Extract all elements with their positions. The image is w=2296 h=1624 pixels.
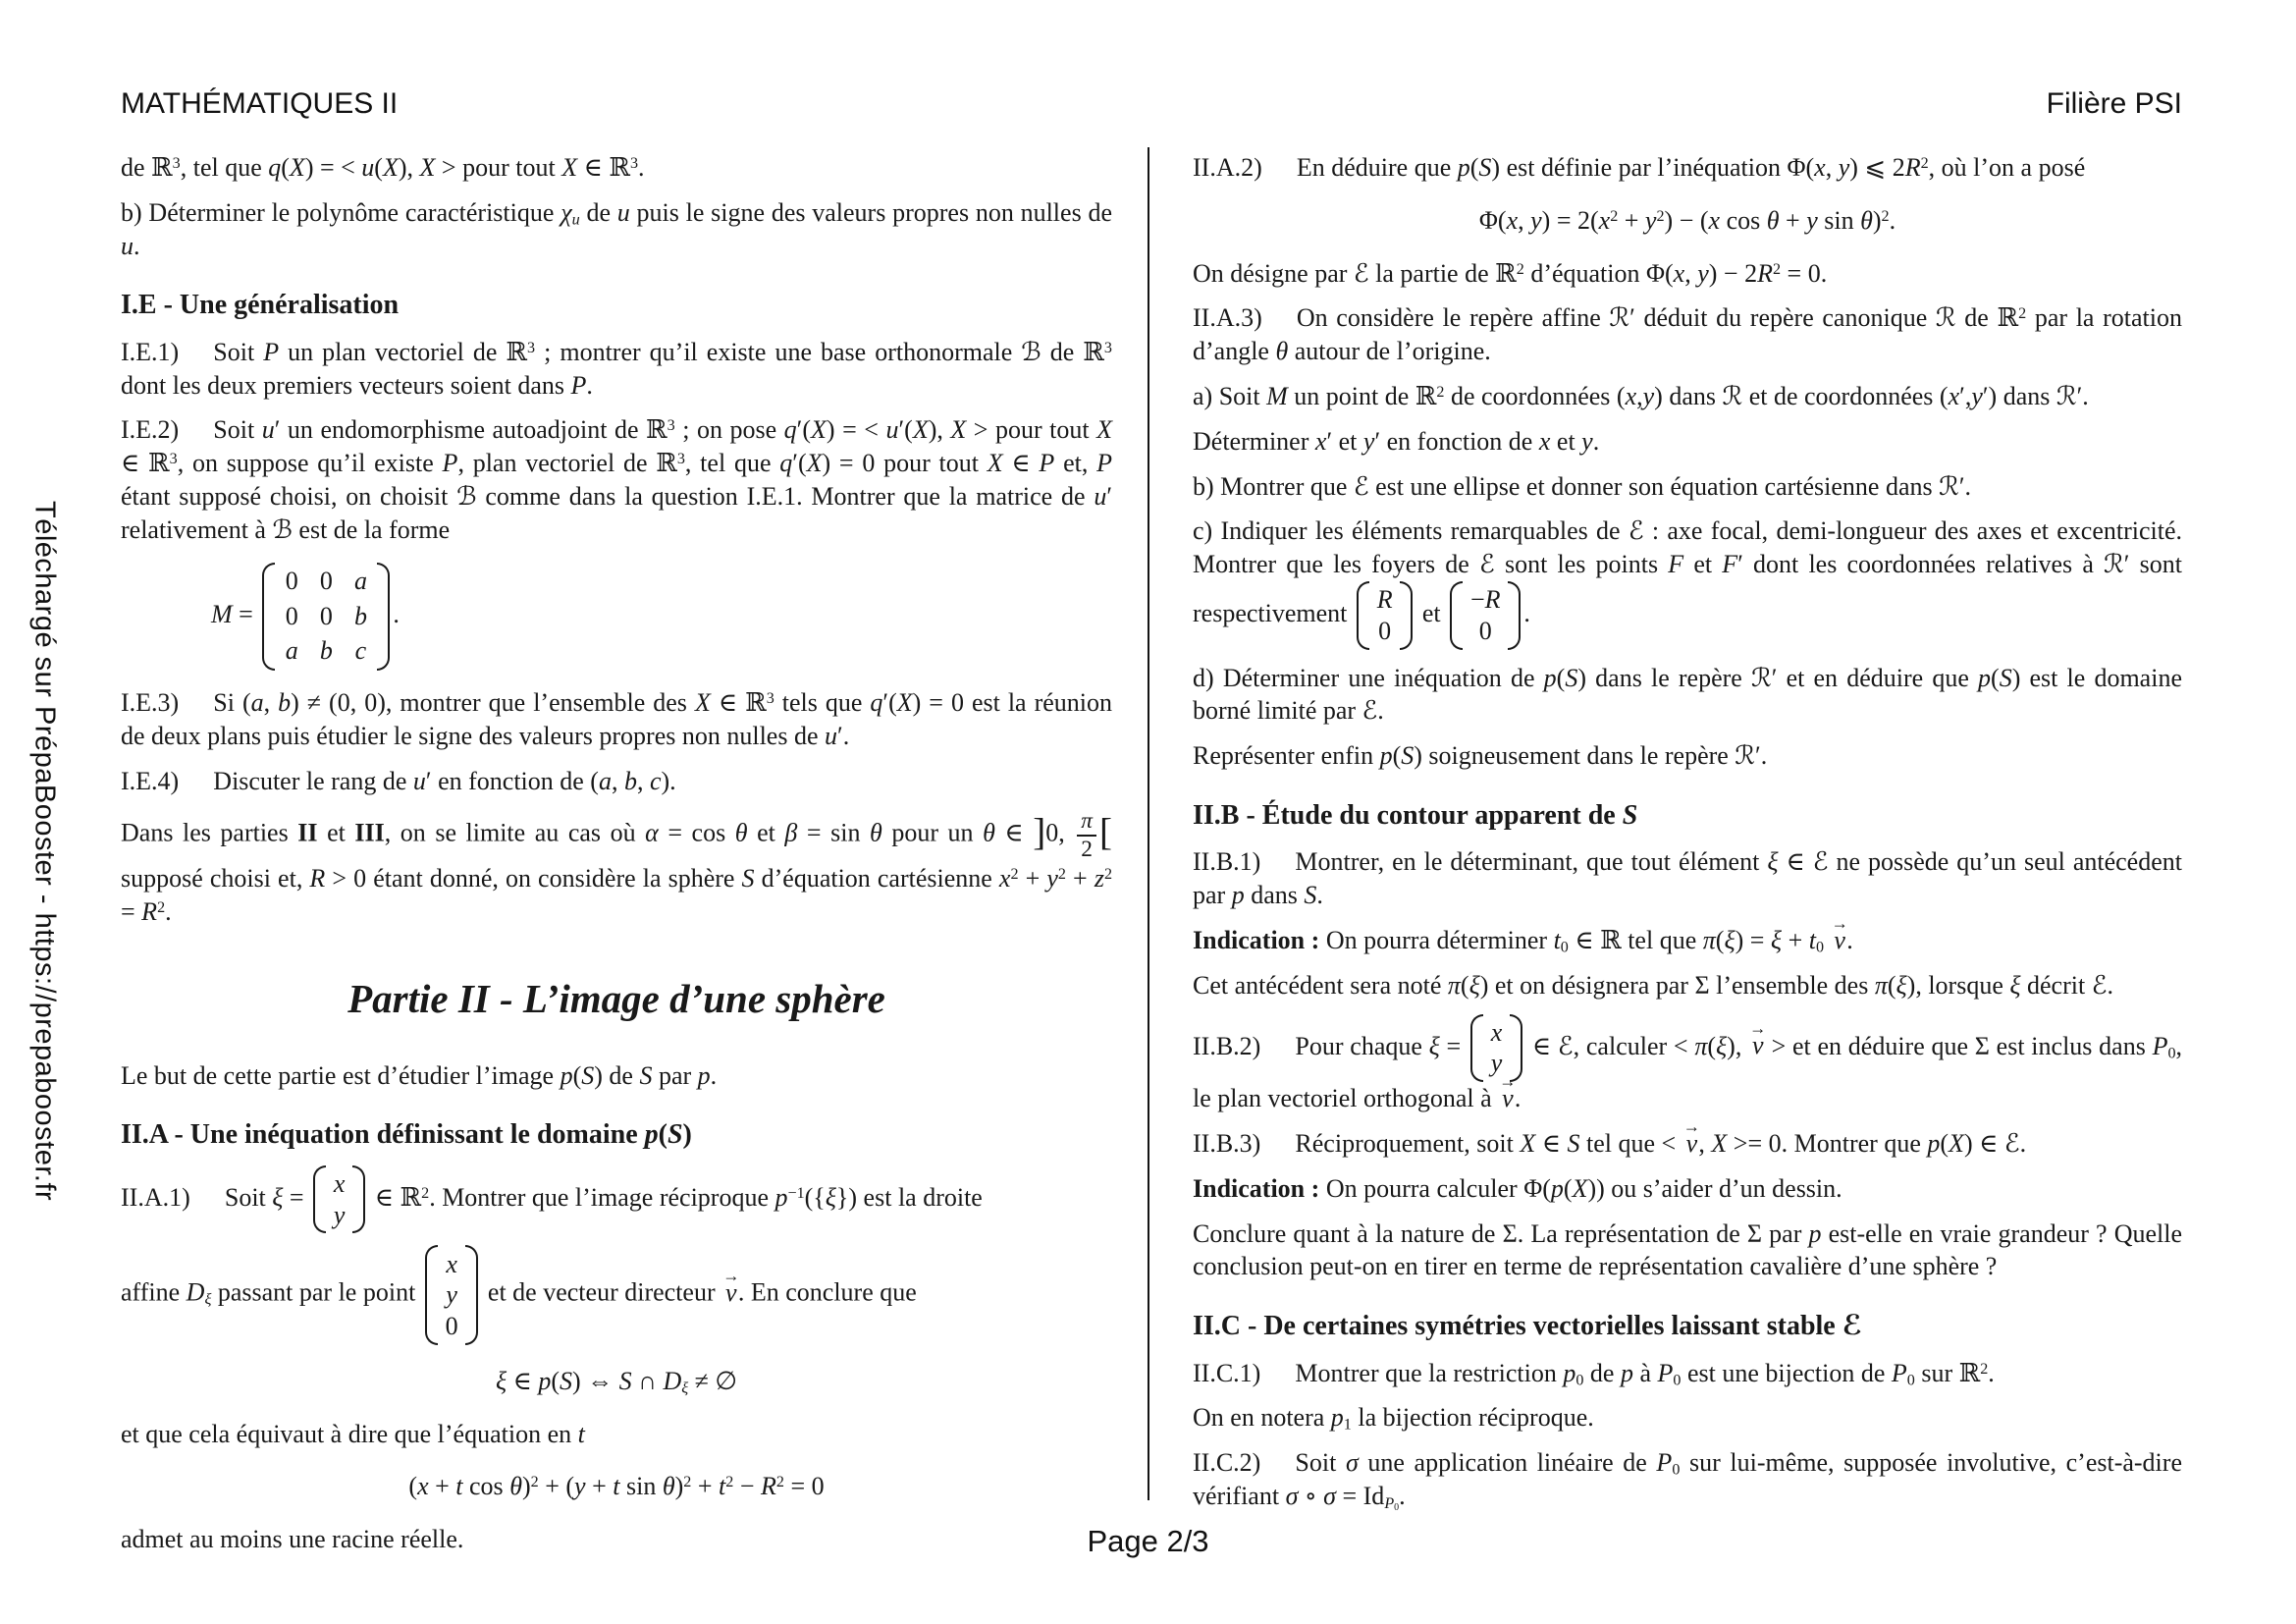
question-iia3: II.A.3) On considère le repère affine ℛ′ déduit du repère canonique ℛ de ℝ$^2$ par la rotation d’angle θ autour de l’origine. (1193, 303, 2182, 366)
question-iic1: II.C.1) Montrer que la restriction $p_0$ de p à $P_0$ est une bijection de $P_0$ sur ℝ$^2$. (1193, 1358, 1995, 1389)
question-ie4: I.E.4) Discuter le rang de u′ en fonction de (a, b, c). (121, 766, 676, 795)
page-header (121, 84, 2182, 123)
display-quadratic-equation: (x + t cos θ)$^2$ + (y + t $\sin \theta)^2 + t^2 - R^2 = 0$ (408, 1472, 825, 1501)
display-phi: Φ(x, $y) = 2(x^2 + y^2) - (x$ cos θ + y sin θ)$^2$. (1478, 205, 1896, 235)
text-representer: Représenter enfin p(S) soigneusement dans le repère ℛ′. (1193, 741, 1768, 771)
right-column (1193, 147, 2182, 1568)
doc-subtitle: Filière PSI (2046, 87, 2182, 120)
question-iib1: II.B.1) Montrer, en le déterminant, que tout élément ξ ∈ ℰ ne possède qu’un seul antécédent par p dans S. (1193, 847, 2182, 910)
indication-iib3: Indication : On pourra calculer Φ(p(X)) ou s’aider d’un dessin. (1193, 1173, 1842, 1203)
text-conclusion: admet au moins une racine réelle. (121, 1525, 464, 1554)
text-designe-e: On désigne par ℰ la partie de ℝ$^2$ d’équation Φ(x, $y) - 2R^2 = 0$. (1193, 258, 1828, 288)
question-iia2: II.A.2) En déduire que p(S) est définie par l’inéquation Φ(x, y) ⩽ $2R^2$, où l’on a posé (1193, 153, 2086, 182)
heading-ie: I.E - Une généralisation (121, 290, 400, 321)
text-equation-intro: et que cela équivaut à dire que l’équation en t (121, 1419, 585, 1448)
intro-line: de ℝ$^3$, tel que q(X) = < u(X), X > pour tout X ∈ ℝ$^3$. (121, 153, 645, 182)
heading-iib: II.B - Étude du contour apparent de S (1193, 800, 1638, 832)
part-ii-title: Partie II - L’image d’une sphère (347, 976, 885, 1022)
indication-iib1: Indication : On pourra déterminer $t_0$ ∈ ℝ tel que $\pi(\xi) = \xi + t_0$ ν →. (1193, 924, 2182, 957)
question-b: b) Déterminer le polynôme caractéristique $\chi_u$ de u puis le signe des valeurs propres non nulles de u. (121, 197, 1112, 260)
item-a-determiner: Déterminer x′ et y′ en fonction de x et y. (1193, 426, 1600, 456)
heading-iia: II.A - Une inéquation définissant le domaine p(S) (121, 1119, 692, 1151)
note-parts-ii-iii: Dans les parties II et III, on se limite au cas où α = cos θ et β = sin θ pour un θ ∈ ]0, $\frac{\pi}{2}$ [ supposé choisi et, R > 0 étant donné, on considère la sphère S d’équation cartésienne $x^2 + y^2 + z^2 = R^2$. (121, 808, 1112, 926)
page-number: Page 2/3 (1087, 1524, 1209, 1558)
question-iia1: II.A.1) Soit ξ = x y ∈ ℝ$^2$. Montrer que l’image réciproque $p^{-1}(\{\xi\})$ est la droite (121, 1165, 1112, 1234)
display-equivalence: ξ ∈ p(S) ⇔ S ∩ $D_\xi$ ≠ ∅ (495, 1366, 738, 1397)
heading-iic: II.C - De certaines symétries vectorielles laissant stable ℰ (1193, 1311, 1863, 1342)
text-antecedent: Cet antécédent sera noté π(ξ) et on désignera par Σ l’ensemble des π(ξ), lorsque ξ décrit ℰ. (1193, 970, 2113, 1000)
column-divider (1148, 147, 1149, 1500)
doc-title: MATHÉMATIQUES II (121, 87, 399, 120)
question-iib2: II.B.2) Pour chaque ξ = x y ∈ ℰ, calculer < π(ξ), ν → > et en déduire que Σ est inclus dans $P_0$, le plan vectoriel orthogonal à ν →. (1193, 1014, 2182, 1115)
two-column-body (121, 147, 2182, 1568)
item-a: a) Soit M un point de ℝ$^2$ de coordonnées (x,y) dans ℛ et de coordonnées (x′,y′) dans ℛ′. (1193, 381, 2089, 410)
question-iib3: II.B.3) Réciproquement, soit X ∈ S tel que < ν →, X >= 0. Montrer que p(X) ∈ ℰ. (1193, 1127, 2182, 1161)
question-ie3: I.E.3) Si (a, b) ≠ (0, 0), montrer que l’ensemble des X ∈ ℝ$^3$ tels que q′(X) = 0 est la réunion de deux plans puis étudier le signe des valeurs propres non nulles de u′. (121, 688, 1113, 750)
part-ii-goal: Le but de cette partie est d’étudier l’image p(S) de S par p. (121, 1060, 718, 1090)
question-ie1: I.E.1) Soit P un plan vectoriel de ℝ$^3$ ; montrer qu’il existe une base orthonormale ℬ de ℝ$^3$ dont les deux premiers vecteurs soient dans P. (121, 337, 1112, 400)
left-column (121, 147, 1112, 1568)
question-ie2: I.E.2) Soit u′ un endomorphisme autoadjoint de ℝ$^3$ ; on pose q′(X) = < u′(X), X > pour tout X ∈ ℝ$^3$, on suppose qu’il existe P, plan vectoriel de ℝ$^3$, tel que q′(X) = 0 pour tout X ∈ P et, P étant supposé choisi, on choisit ℬ comme dans la question I.E.1. Montrer que la matrice de u′ relativement à ℬ est de la forme (121, 415, 1112, 544)
display-matrix-m: M = 0 0 a 0 0 b a b c . (211, 563, 1112, 671)
question-iia1-cont: affine $D_\xi$ passant par le point x y 0 et de vecteur directeur ν →. En conclure que (121, 1245, 1112, 1344)
item-c: c) Indiquer les éléments remarquables de ℰ : axe focal, demi-longueur des axes et excentricité. Montrer que les foyers de ℰ sont les points F et F′ dont les coordonnées relatives à ℛ′ sont respectivement R 0 et −R 0 . (1193, 514, 2182, 649)
text-notation-p1: On en notera $p_1$ la bijection réciproque. (1193, 1403, 1594, 1434)
item-b: b) Montrer que ℰ est une ellipse et donner son équation cartésienne dans ℛ′. (1193, 471, 1972, 501)
text-conclure: Conclure quant à la nature de Σ. La représentation de Σ par p est-elle en vraie grandeur ? Quelle conclusion peut-on en tirer en terme de représentation cavalière d’une sphère ? (1193, 1218, 2182, 1281)
watermark-text: Téléchargé sur PrépaBooster - https://prepabooster.fr (28, 501, 61, 1202)
question-iic2: II.C.2) Soit σ une application linéaire de $P_0$ sur lui-même, supposée involutive, c’est-à-dire vérifiant σ ∘ $\sigma = Id_{P_0}$. (1193, 1448, 2182, 1513)
item-d: d) Déterminer une inéquation de p(S) dans le repère ℛ′ et en déduire que p(S) est le domaine borné limité par ℰ. (1193, 663, 2182, 726)
